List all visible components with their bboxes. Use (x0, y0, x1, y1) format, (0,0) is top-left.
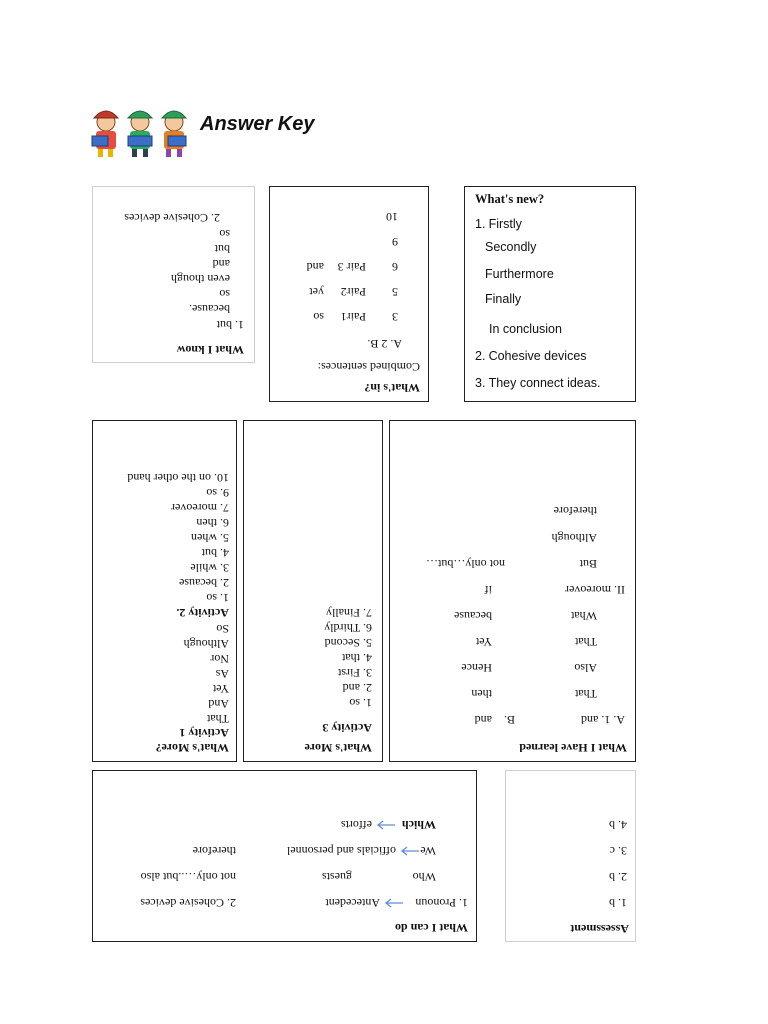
right-col-item: Yet (475, 635, 492, 649)
what-i-have-learned-box (389, 420, 636, 762)
table-cell: 2. Cohesive devices (140, 896, 236, 910)
list-item: even though (171, 272, 230, 286)
conjunction: and (306, 260, 324, 274)
right-col-item: then (471, 687, 492, 701)
arrow-right-icon (400, 846, 420, 856)
list-item: Although (183, 637, 229, 651)
list-item: because. (189, 302, 230, 316)
table-cell: Antecedent (325, 896, 380, 910)
list-item: 4. b (609, 818, 627, 832)
list-item: and (212, 257, 230, 271)
what-i-can-do-box (92, 770, 477, 942)
a-label: A. 1. and (581, 713, 625, 727)
table-cell: Who (412, 870, 436, 884)
assessment-box (505, 770, 636, 942)
list-item: 5. when (191, 531, 229, 545)
left-col-item: That (575, 635, 597, 649)
left-col-item: But (579, 557, 597, 571)
table-cell: guests (322, 870, 352, 884)
table-cell: efforts (340, 818, 372, 832)
left-col-item: therefore (553, 504, 597, 518)
pair-label: Pair 3 (337, 260, 366, 274)
list-item: As (215, 667, 229, 681)
left-col-item: That (575, 687, 597, 701)
list-item (475, 217, 522, 231)
list-item: so (219, 227, 230, 241)
list-item: 1. so (206, 591, 229, 605)
list-item (475, 349, 587, 363)
right-col-item: because (454, 609, 492, 623)
right-col-item: if (484, 583, 492, 597)
whats-in-box (269, 186, 429, 402)
row-number: 10 (386, 210, 398, 224)
what-i-learned-heading: What I Have learned (519, 741, 627, 755)
right-col-item: Hence (461, 661, 492, 675)
page-title: Answer Key (200, 113, 315, 135)
list-item: And (208, 697, 229, 711)
table-cell: We (420, 844, 436, 858)
list-item: 1. b (609, 896, 627, 910)
whats-new-box (464, 186, 636, 402)
whats-in-heading: What's in? (364, 381, 420, 395)
pair-label: Pair2 (340, 285, 366, 299)
list-item: 1. so (349, 696, 372, 710)
assessment-heading: Assessment (570, 922, 629, 936)
right-col-item: and (474, 713, 492, 727)
conjunction: yet (309, 285, 324, 299)
item-text: Firstly (488, 217, 522, 231)
whats-more-activity-1-2-box (92, 420, 237, 762)
what-i-can-do-heading: What I can do (394, 921, 468, 935)
row-number: 3 (392, 310, 398, 324)
list-item: 3. c (609, 844, 627, 858)
b-label: B. (503, 713, 515, 727)
list-item: 4. but (201, 546, 229, 560)
list-item: In conclusion (489, 322, 562, 336)
list-item: 2. and (342, 681, 372, 695)
whats-new-heading: What's new? (475, 192, 545, 206)
item-number: 1. (475, 217, 486, 231)
table-cell: 1. Pronoun (415, 896, 468, 910)
what-i-know-heading: What I know (176, 343, 244, 357)
row-number: 5 (392, 285, 398, 299)
list-item: but (214, 242, 230, 256)
list-item: 4. that (342, 651, 372, 665)
left-col-item: Although (551, 531, 597, 545)
list-item: Furthermore (485, 267, 554, 281)
list-item: Secondly (485, 240, 537, 254)
list-item: 3. First (337, 666, 372, 680)
list-item: 10. on the other hand (127, 471, 229, 485)
list-item: 6. then (196, 516, 229, 530)
row-number: 6 (392, 260, 398, 274)
activity-1-heading: Activity 1 (179, 726, 229, 740)
whats-more-heading: What's More (304, 741, 372, 755)
activity-2-heading: Activity 2. (176, 606, 229, 620)
activity-3-heading: Activity 3 (322, 721, 372, 735)
list-item: 7. moreover (171, 501, 229, 515)
item-number: 2. (475, 349, 486, 363)
list-item: 2. Cohesive devices (124, 211, 220, 225)
pair-label: Pair1 (340, 310, 366, 324)
list-item: Nor (210, 652, 229, 666)
whats-in-ab: A. 2 B. (367, 337, 402, 351)
table-cell: Which (401, 818, 436, 832)
whats-in-subheading: Combined sentences: (317, 360, 420, 374)
list-item: Finally (485, 292, 522, 306)
list-item: Yet (212, 682, 229, 696)
list-item: 7. Finally (325, 606, 372, 620)
list-item: 1. but (216, 318, 244, 332)
item-text: They connect ideas. (488, 376, 601, 390)
list-item: 5. Second (324, 636, 372, 650)
list-item: That (207, 712, 229, 726)
kids-reading-illustration (88, 104, 192, 158)
left-col-item: Also (574, 661, 597, 675)
list-item: So (216, 622, 229, 636)
table-cell: not only…..but also (140, 870, 236, 884)
whats-more-activity-3-box (243, 420, 383, 762)
left-col-item: II. moreover (565, 583, 625, 597)
conjunction: so (313, 310, 324, 324)
right-col-item: not only…but… (425, 557, 505, 571)
list-item: 2. because (179, 576, 229, 590)
what-i-know-box (92, 186, 255, 363)
list-item: so (219, 287, 230, 301)
list-item: 2. b (609, 870, 627, 884)
list-item: 3. while (190, 561, 229, 575)
item-text: Cohesive devices (488, 349, 587, 363)
table-cell: therefore (192, 844, 236, 858)
list-item: 6. Thirdly (324, 621, 372, 635)
whats-more-heading: What's More? (155, 741, 229, 755)
row-number: 9 (392, 235, 398, 249)
list-item (475, 376, 600, 390)
arrow-right-icon (376, 820, 396, 830)
table-cell: officials and personnel (286, 844, 396, 858)
arrow-right-icon (384, 898, 404, 908)
list-item: 9. so (206, 486, 229, 500)
left-col-item: What (571, 609, 597, 623)
item-number: 3. (475, 376, 486, 390)
